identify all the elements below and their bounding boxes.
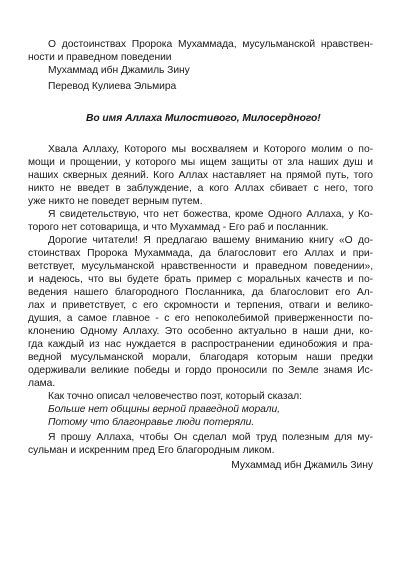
header-author: Мухаммад ибн Джамиль Зину [48,65,190,76]
body-line: никто не введет в заблуждение, а кого Аллах сбивает с него, того [28,183,373,194]
body-line: лах и приветствует, с его скромности и терпения, отваги и велико- [28,300,373,311]
header-translator: Перевод Кулиева Эльмира [48,81,177,92]
body-line: ведной мусульманской морали, благодаря которым наши предки [28,352,373,363]
body-line: душия, а самое главное - с его непоколебимой приверженности по- [28,313,373,324]
body-line: Как точно описал человечество поэт, который сказал: [48,391,302,402]
body-line: торого нет сотоварища, и что Мухаммад - Его раб и посланник. [28,222,329,233]
body-line: лама. [28,378,56,389]
body-line: Я свидетельствую, что нет божества, кроме Одного Аллаха, у Ко- [48,209,373,220]
poem-line: Потому что благонравье люди потеряли. [48,417,255,428]
body-line: одерживали великие победы и гордо проносили по Земле знамя Ис- [28,365,373,376]
basmala-heading: Во имя Аллаха Милостивого, Милосердного! [86,113,321,124]
body-line: мощи и прощении, у которого мы ищем защиты от зла наших душ и [28,157,373,168]
body-line: наших скверных деяний. Кого Аллах наставляет на прямой путь, того [28,170,373,181]
header-title-line-1: О достоинствах Пророка Мухаммада, мусульманской нравствен- [48,39,373,50]
header-title-line-2: ности и праведном поведении [28,52,172,63]
body-line: ветствует, мусульманской нравственности и праведном поведении», [28,261,373,272]
body-line: стоинствах Пророка Мухаммада, да благословит его Аллах и при- [28,248,373,259]
poem-line: Больше нет общины верной праведной морали, [48,404,280,415]
body-line: уже никто не поведет верным путем. [28,196,203,207]
signature: Мухаммад ибн Джамиль Зину [231,460,373,471]
closing-line: сульман и искренним пред Его благородным ликом. [28,445,275,456]
body-line: клонению Одному Аллаху. Это особенно актуально в наши дни, ко- [28,326,373,337]
body-line: ведения нашего благородного Посланника, да благословит его Ал- [28,287,373,298]
body-line: Хвала Аллаху, Которого мы восхваляем и Которого молим о по- [48,144,373,155]
body-line: Дорогие читатели! Я предлагаю вашему вниманию книгу «О до- [48,235,373,246]
body-line: гда каждый из нас нуждается в распространении единобожия и пра- [28,339,373,350]
closing-line: Я прошу Аллаха, чтобы Он сделал мой труд полезным для му- [48,432,373,443]
body-line: и надеюсь, что вы будете брать пример с моральных качеств и по- [28,274,373,285]
